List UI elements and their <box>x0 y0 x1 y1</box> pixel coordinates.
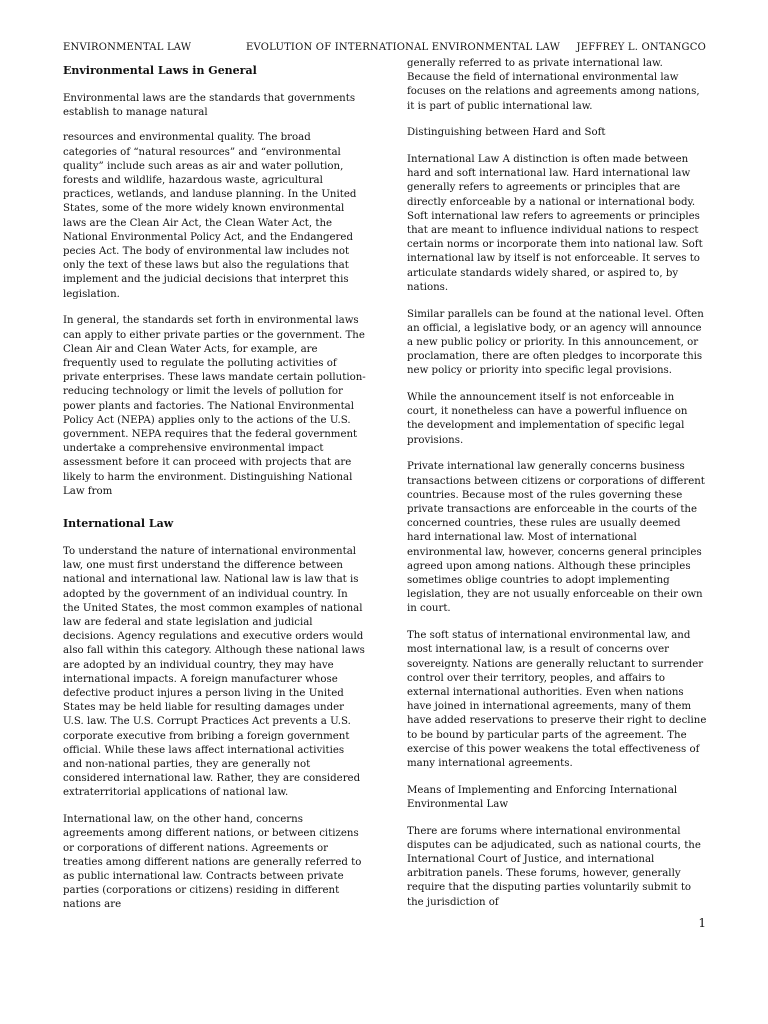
paragraph: To understand the nature of international environmental law, one must first understand the difference between national and international law. National law is law that is adopted by the government of an individual country. In the United States, the most common examples of national law are federal and state legislation and judicial decisions. Agency regulations and executive orders would also fall within this category. Although these national laws are adopted by an individual country, they may have international impacts. A foreign manufacturer whose defective product injures a person living in the United States may be held liable for resulting damages under U.S. law. The U.S. Corrupt Practices Act prevents a U.S. corporate executive from bribing a foreign government official. While these laws affect international activities and non-national parties, they are generally not considered international law. Rather, they are considered extraterritorial applications of national law. <box>63 545 365 799</box>
section-heading-environmental-laws: Environmental Laws in General <box>63 64 257 77</box>
paragraph: International law, on the other hand, concerns agreements among different nations, or between citizens or corporations of different nations. Agreements or treaties among different nations are generally referred to as public international law. Contracts between private parties (corporations or citizens) residing in different nations are <box>63 814 362 911</box>
paragraph: Environmental laws are the standards that governments establish to manage natural <box>63 93 356 119</box>
paragraph: generally referred to as private international law. Because the field of international environmental law focuses on the relations and agreements among nations, it is part of public international law. <box>407 58 700 112</box>
paragraph: resources and environmental quality. The broad categories of “natural resources” and “environmental quality” include such areas as air and water pollution, forests and wildlife, hazardous waste, agricultural practices, wetlands, and landuse planning. In the United States, some of the more widely known environmental laws are the Clean Air Act, the Clean Water Act, the National Environmental Policy Act, and the Endangered pecies Act. The body of environmental law includes not only the text of these laws but also the regulations that implement and the judicial decisions that interpret this legislation. <box>63 132 357 300</box>
paragraph: International Law A distinction is often made between hard and soft international law. Hard international law generally refers to agreements or principles that are directly enforceable by a national or international body. Soft international law refers to agreements or principles that are meant to influence individual nations to respect certain norms or incorporate them into national law. Soft international law by itself is not enforceable. It serves to articulate standards widely shared, or aspired to, by nations. <box>407 154 703 293</box>
paragraph: Similar parallels can be found at the national level. Often an official, a legislative body, or an agency will announce a new public policy or priority. In this announcement, or proclamation, there are often pledges to incorporate this new policy or priority into specific legal provisions. <box>407 308 704 377</box>
left-column <box>63 60 366 925</box>
right-column <box>407 60 707 922</box>
paragraph: While the announcement itself is not enforceable in court, it nonetheless can have a powerful influence on the development and implementation of specific legal provisions. <box>407 392 688 446</box>
subheading-hard-soft: Distinguishing between Hard and Soft <box>407 127 606 139</box>
header-author: JEFFREY L. ONTANGCO <box>576 42 706 53</box>
section-heading-international-law: International Law <box>63 516 174 530</box>
subheading-implementing-enforcing: Means of Implementing and Enforcing International Environmental Law <box>407 784 678 810</box>
header-course-title: ENVIRONMENTAL LAW <box>63 42 192 53</box>
paragraph: In general, the standards set forth in environmental laws can apply to either private parties or the government. The Clean Air and Clean Water Acts, for example, are frequently used to regulate the polluting activities of private enterprises. These laws mandate certain pollution-reducing technology or limit the levels of pollution for power plants and factories. The National Environmental Policy Act (NEPA) applies only to the actions of the U.S. government. NEPA requires that the federal government undertake a comprehensive environmental impact assessment before it can proceed with projects that are likely to harm the environment. Distinguishing National Law from <box>63 315 366 497</box>
page-number: 1 <box>698 916 706 930</box>
paragraph: There are forums where international environmental disputes can be adjudicated, such as national courts, the International Court of Justice, and international arbitration panels. These forums, however, generally require that the disputing parties voluntarily submit to the jurisdiction of <box>407 825 701 908</box>
paragraph: The soft status of international environmental law, and most international law, is a result of concerns over sovereignty. Nations are generally reluctant to surrender control over their territory, peoples, and affairs to external international authorities. Even when nations have joined in international agreements, many of them have added reservations to preserve their right to decline to be bound by particular parts of the agreement. The exercise of this power weakens the total effectiveness of many international agreements. <box>407 630 707 769</box>
page-header <box>63 42 706 56</box>
paragraph: Private international law generally concerns business transactions between citizens or corporations of different countries. Because most of the rules governing these private transactions are enforceable in the courts of the concerned countries, these rules are usually deemed hard international law. Most of international environmental law, however, concerns general principles agreed upon among nations. Although these principles sometimes oblige countries to adopt implementing legislation, they are not usually enforceable on their own in court. <box>407 461 705 615</box>
header-document-title: EVOLUTION OF INTERNATIONAL ENVIRONMENTAL LAW <box>246 42 561 53</box>
